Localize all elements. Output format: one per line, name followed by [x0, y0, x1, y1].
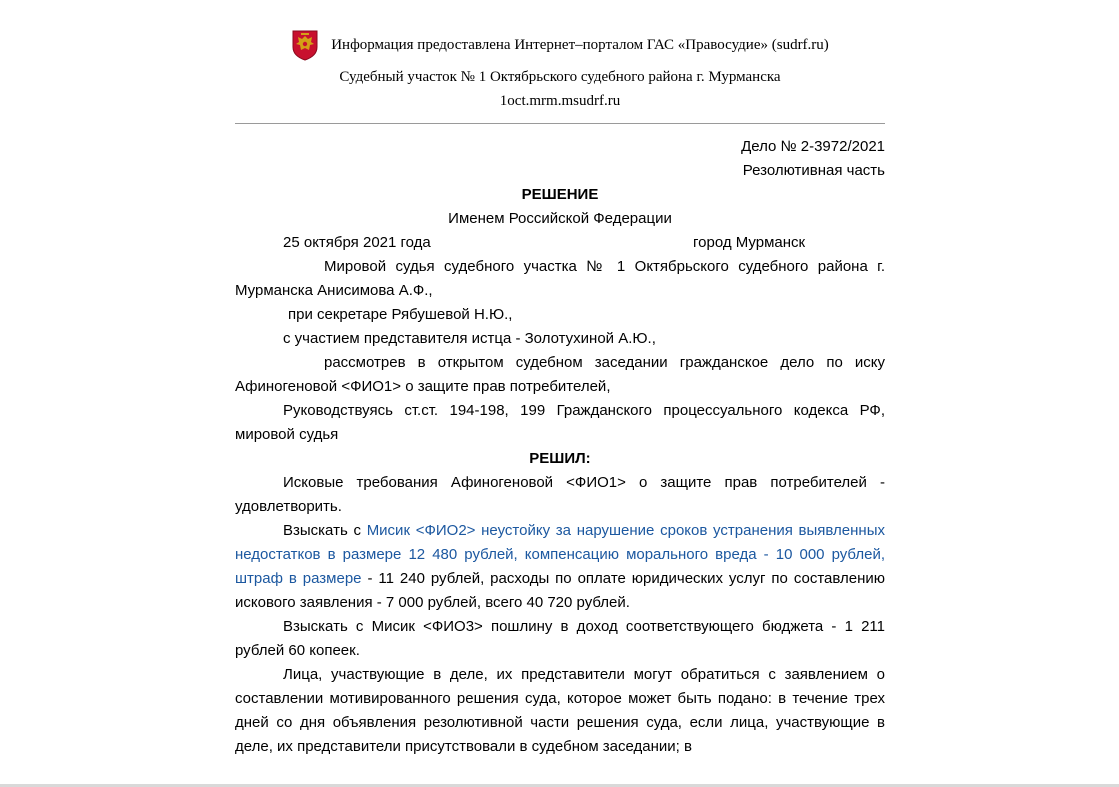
paragraph-recover-main [235, 519, 885, 615]
document-page [235, 28, 885, 759]
decision-date: 25 октября 2021 года [283, 234, 431, 251]
paragraph-judge: Мировой судья судебного участка № 1 Октябрьского судебного района г. Мурманска Анисимова А.Ф., [235, 258, 885, 299]
paragraph-guided: Руководствуясь ст.ст. 194-198, 199 Гражданского процессуального кодекса РФ, мировой судья [235, 402, 885, 443]
date-city-line [235, 231, 885, 255]
portal-header-line [235, 29, 885, 61]
court-name: Судебный участок № 1 Октябрьского судебного района г. Мурманска [339, 69, 781, 85]
case-number: Дело № 2-3972/2021 [741, 138, 885, 155]
part-label: Резолютивная часть [742, 162, 885, 179]
recover-start-text: Взыскать с [283, 522, 367, 539]
paragraph-recover-fee: Взыскать с Мисик <ФИО3> пошлину в доход соответствующего бюджета - 1 211 рублей 60 копеек. [235, 618, 885, 659]
header-divider [235, 123, 885, 124]
decided-heading: РЕШИЛ: [529, 450, 591, 467]
portal-header [235, 29, 885, 113]
decision-city: город Мурманск [693, 234, 806, 251]
portal-info-text: Информация предоставлена Интернет–порталом ГАС «Правосудие» (sudrf.ru) [331, 37, 829, 53]
paragraph-persons: Лица, участвующие в деле, их представители могут обратиться с заявлением о составлении мотивированного решения суда, которое может быть подано: в течение трех дней со дня объявления резолютивной части решения суда, если лица, участвующие в деле, их представители присутствовали в судебном заседании; в [235, 666, 885, 755]
paragraph-secretary: при секретаре Рябушевой Н.Ю., [288, 306, 513, 323]
recover-end-text: - 11 240 рублей, расходы по оплате юридических услуг по составлению искового заявления - 7 000 рублей, всего 40 720 рублей. [235, 570, 886, 611]
paragraph-claims: Исковые требования Афиногеновой <ФИО1> о защите прав потребителей - удовлетворить. [235, 474, 885, 515]
court-site-link[interactable]: 1oct.mrm.msudrf.ru [499, 93, 621, 109]
recover-highlight-link[interactable]: Мисик <ФИО2> неустойку за нарушение сроков устранения выявленных недостатков в размере 12 480 рублей, компенсацию морального вреда - 10 000 рублей, штраф в размере [235, 522, 886, 587]
document-subtitle: Именем Российской Федерации [448, 210, 672, 227]
russian-coat-of-arms-icon [291, 29, 319, 61]
document-body [235, 135, 885, 759]
paragraph-considered: рассмотрев в открытом судебном заседании гражданское дело по иску Афиногеновой <ФИО1> о защите прав потребителей, [235, 354, 885, 395]
document-title: РЕШЕНИЕ [521, 186, 599, 203]
paragraph-representative: с участием представителя истца - Золотухиной А.Ю., [283, 330, 656, 347]
